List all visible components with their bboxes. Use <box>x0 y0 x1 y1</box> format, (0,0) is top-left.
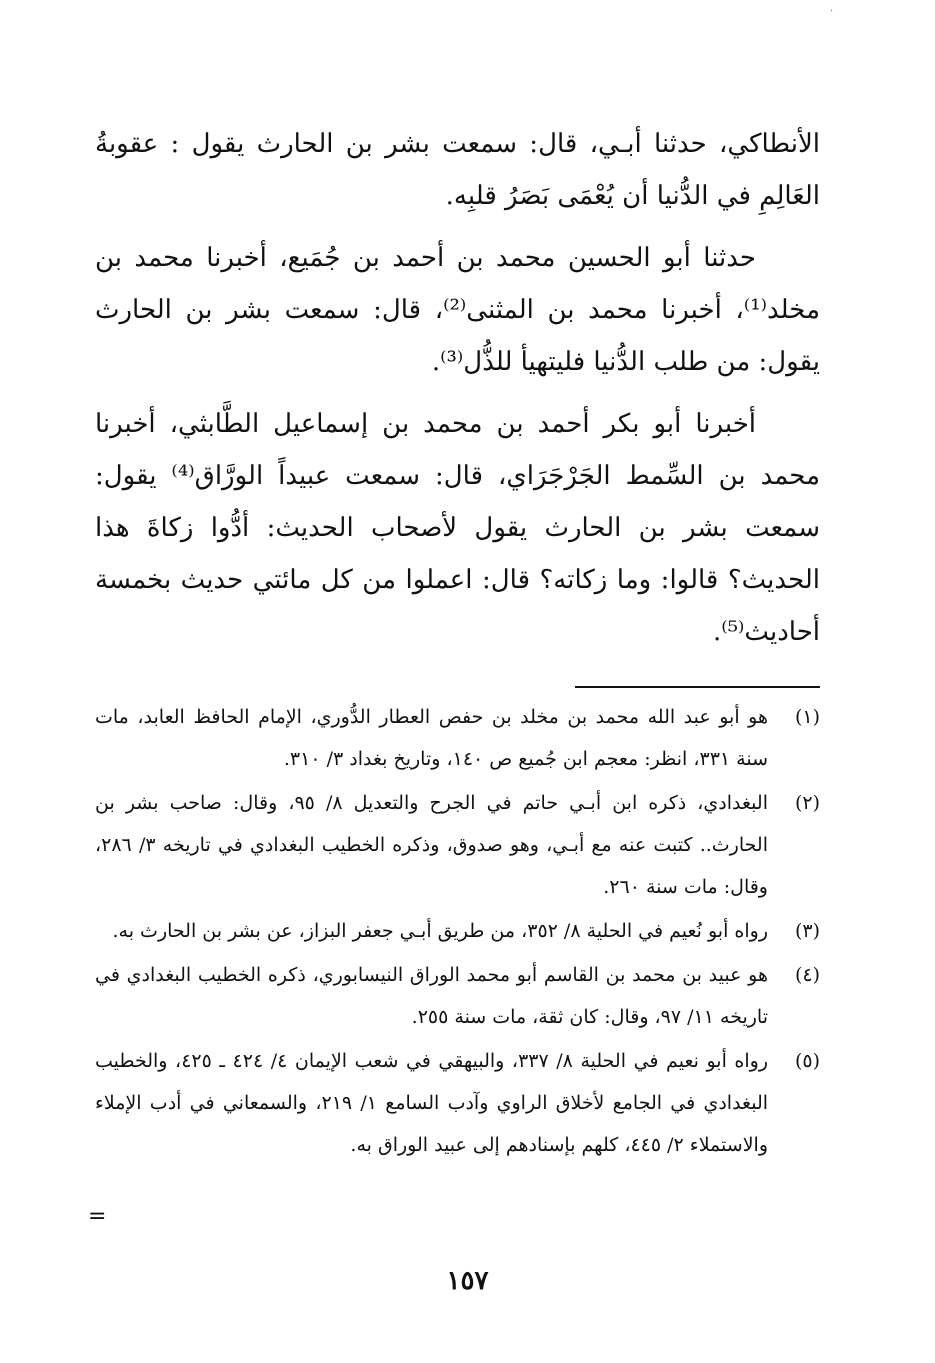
footnote-2 <box>95 782 820 908</box>
footnote-1 <box>95 696 820 780</box>
continuation-mark: = <box>88 1204 107 1229</box>
footnote-text: البغدادي، ذكره ابن أبـي حاتم في الجرح والتعديل ٨/ ٩٥، وقال: صاحب بشر بن الحارث.. كتبت عنه مع أبـي، وهو صدوق، وذكره الخطيب البغدادي في تاريخه ٣/ ٢٨٦، وقال: مات سنة ٢٦٠. <box>95 792 768 898</box>
footnote-number: (٢) <box>794 792 820 814</box>
footnote-number: (١) <box>794 706 820 728</box>
margin-speck: · <box>830 6 834 17</box>
footnote-3 <box>95 910 820 952</box>
footnote-text: رواه أبو نُعيم في الحلية ٨/ ٣٥٢، من طريق أبـي جعفر البزاز، عن بشر بن الحارث به. <box>112 920 768 942</box>
footnote-text: هو أبو عبد الله محمد بن مخلد بن حفص العطار الدُّوري، الإمام الحافظ العابد، مات سنة ٣٣١، انظر: معجم ابن جُميع ص ١٤٠، وتاريخ بغداد ٣/ ٣١٠. <box>95 706 768 770</box>
footnote-text: رواه أبو نعيم في الحلية ٨/ ٣٣٧، والبيهقي في شعب الإيمان ٤/ ٤٢٤ ـ ٤٢٥، والخطيب البغدادي في الجامع لأخلاق الراوي وآدب السامع ١/ ٢١٩، والسمعاني في أدب الإملاء والاستملاء ٢/ ٤٤٥، كلهم بإسنادهم إلى عبيد الوراق به. <box>95 1050 769 1156</box>
footnote-number: (٥) <box>794 1050 820 1072</box>
footnote-text: هو عبيد بن محمد بن القاسم أبو محمد الوراق النيسابوري، ذكره الخطيب البغدادي في تاريخه ١١/ ٩٧، وقال: كان ثقة، مات سنة ٢٥٥. <box>95 964 768 1028</box>
page-body <box>95 118 820 1168</box>
footnote-number: (٣) <box>794 920 820 942</box>
footnotes-list <box>95 696 820 1166</box>
paragraph-3: أخبرنا أبو بكر أحمد بن محمد بن إسماعيل الطَّابثي، أخبرنا محمد بن السِّمط الجَرْجَرَاي، قال: سمعت عبيداً الورَّاق⁽⁴⁾ يقول: سمعت بشر بن الحارث يقول لأصحاب الحديث: أدُّوا زكاةَ هذا الحديث؟ قالوا: وما زكاته؟ قال: اعملوا من كل مائتي حديث بخمسة أحاديث⁽⁵⁾. <box>95 409 820 647</box>
paragraph-1: الأنطاكي، حدثنا أبـي، قال: سمعت بشر بن الحارث يقول : عقوبةُ العَالِمِ في الدُّنيا أن يُعْمَى بَصَرُ قلبِه. <box>95 129 820 211</box>
page-number: ١٥٧ <box>446 1266 489 1296</box>
footnote-separator <box>575 686 820 688</box>
paragraph-2: حدثنا أبو الحسين محمد بن أحمد بن جُمَيع، أخبرنا محمد بن مخلد⁽¹⁾، أخبرنا محمد بن المثنى⁽²⁾، قال: سمعت بشر بن الحارث يقول: من طلب الدُّنيا فليتهيأ للذُّل⁽³⁾. <box>95 243 820 377</box>
footnote-4 <box>95 954 820 1038</box>
footnote-number: (٤) <box>794 964 820 986</box>
footnote-5 <box>95 1040 820 1166</box>
